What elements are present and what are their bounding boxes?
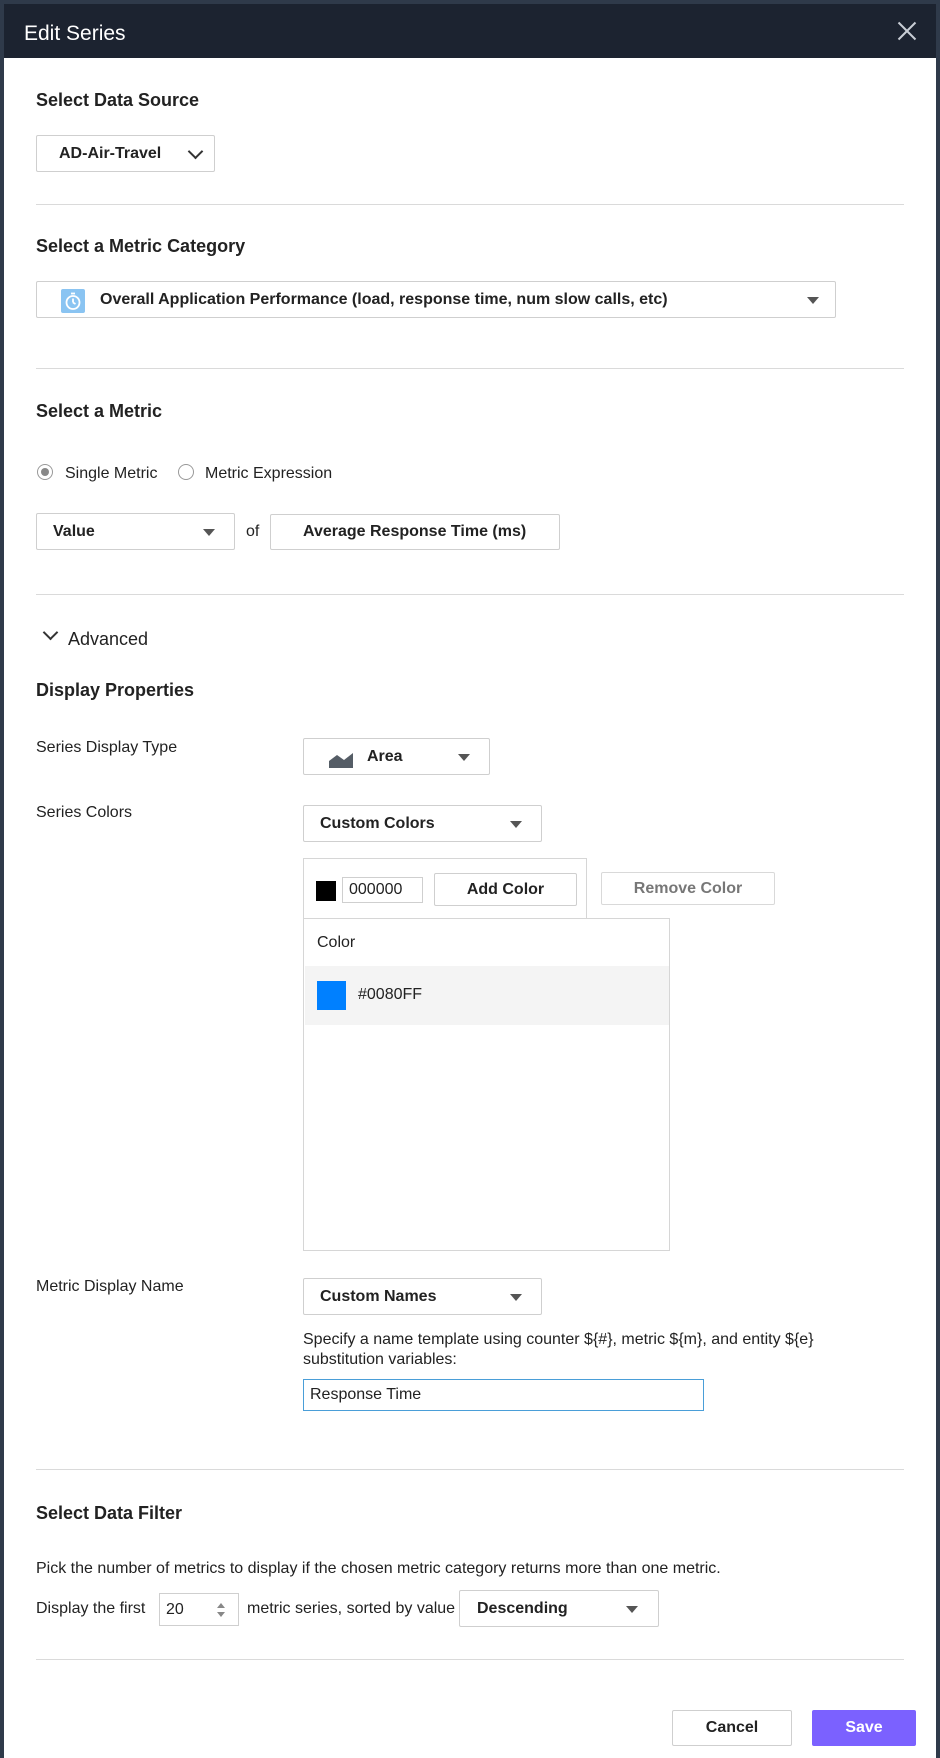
color-hex-label: #0080FF: [358, 986, 423, 1003]
sort-order-value: Descending: [477, 1599, 568, 1617]
series-colors-label: Series Colors: [36, 804, 133, 821]
caret-down-icon: [510, 1294, 522, 1301]
data-source-select[interactable]: [36, 135, 215, 172]
of-label: of: [246, 523, 260, 540]
series-type-select[interactable]: [303, 738, 490, 775]
color-swatch: [317, 981, 346, 1010]
area-chart-icon: [328, 750, 354, 773]
color-hex-input[interactable]: [342, 877, 423, 903]
sort-order-select[interactable]: [459, 1590, 659, 1627]
color-input-panel: [303, 858, 587, 919]
cancel-label: Cancel: [705, 1719, 759, 1736]
display-first-label: Display the first: [36, 1600, 146, 1617]
caret-down-icon: [510, 821, 522, 828]
series-type-label: Series Display Type: [36, 739, 178, 756]
stopwatch-icon: [61, 289, 85, 313]
data-source-heading: Select Data Source: [36, 90, 200, 110]
single-metric-radio[interactable]: [37, 464, 53, 480]
value-select-label: Value: [53, 522, 95, 540]
dialog-titlebar: [4, 4, 936, 58]
metric-expression-radio[interactable]: [178, 464, 194, 480]
color-list-header: Color: [317, 934, 356, 951]
section-divider: [36, 368, 904, 369]
data-filter-heading: Select Data Filter: [36, 1503, 183, 1523]
cancel-button[interactable]: [672, 1710, 792, 1746]
color-list: [303, 918, 670, 1251]
save-label: Save: [845, 1719, 883, 1736]
remove-color-label: Remove Color: [633, 879, 743, 897]
advanced-label: Advanced: [68, 629, 149, 649]
color-input-swatch[interactable]: [316, 881, 336, 901]
metric-display-name-label: Metric Display Name: [36, 1278, 184, 1295]
section-divider: [36, 204, 904, 205]
single-metric-label: Single Metric: [65, 465, 158, 482]
dialog-title: Edit Series: [24, 22, 126, 45]
metric-name-label: Average Response Time (ms): [303, 523, 527, 540]
template-help-line1: Specify a name template using counter ${#}, metric ${m}, and entity ${e}: [303, 1331, 814, 1348]
metric-category-heading: Select a Metric Category: [36, 236, 246, 256]
caret-down-icon: [203, 529, 215, 536]
stepper-arrows-icon[interactable]: [215, 1600, 227, 1620]
add-color-button[interactable]: [434, 873, 577, 906]
name-template-input[interactable]: [303, 1379, 704, 1411]
metric-expression-label: Metric Expression: [205, 465, 333, 482]
template-help-line2: substitution variables:: [303, 1351, 457, 1368]
metric-category-select[interactable]: [36, 281, 836, 318]
value-select[interactable]: [36, 513, 235, 550]
metric-name-button[interactable]: [270, 514, 560, 550]
color-list-row[interactable]: [305, 966, 669, 1025]
metric-count-stepper[interactable]: [159, 1593, 239, 1626]
sorted-by-label: metric series, sorted by value: [247, 1600, 456, 1617]
series-type-value: Area: [367, 747, 403, 765]
caret-down-icon: [626, 1606, 638, 1613]
remove-color-button[interactable]: [601, 872, 775, 905]
section-divider: [36, 1469, 904, 1470]
section-divider: [36, 1659, 904, 1660]
display-properties-heading: Display Properties: [36, 680, 195, 700]
chevron-down-icon: [188, 144, 204, 160]
metric-display-name-value: Custom Names: [320, 1287, 437, 1305]
data-filter-description: Pick the number of metrics to display if the chosen metric category returns more than one metric.: [36, 1560, 721, 1577]
caret-down-icon: [458, 754, 470, 761]
metric-heading: Select a Metric: [36, 401, 163, 421]
caret-down-icon: [807, 297, 819, 304]
series-colors-value: Custom Colors: [320, 814, 435, 832]
add-color-label: Add Color: [466, 880, 545, 898]
metric-display-name-select[interactable]: [303, 1278, 542, 1315]
section-divider: [36, 594, 904, 595]
data-source-value: AD-Air-Travel: [59, 144, 162, 162]
save-button[interactable]: [812, 1710, 916, 1746]
metric-category-value: Overall Application Performance (load, response time, num slow calls, etc): [100, 290, 668, 308]
advanced-toggle[interactable]: [36, 624, 176, 652]
edit-series-dialog: [4, 4, 936, 1758]
close-icon[interactable]: [894, 18, 920, 44]
chevron-down-icon: [43, 625, 59, 641]
series-colors-select[interactable]: [303, 805, 542, 842]
